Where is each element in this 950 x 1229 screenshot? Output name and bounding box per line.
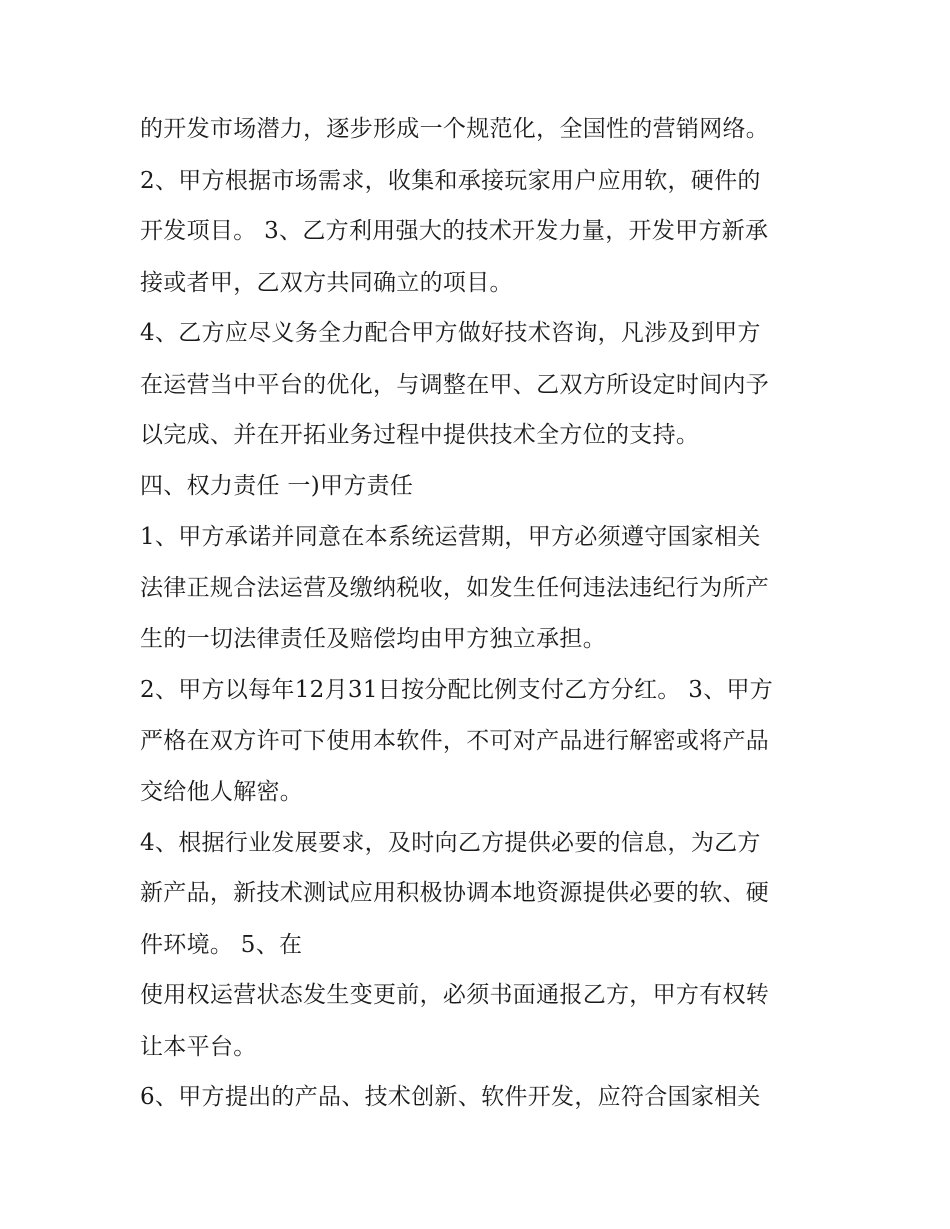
text-line: 4、乙方应尽义务全力配合甲方做好技术咨询，凡涉及到甲方 <box>140 320 761 346</box>
text-line: 开发项目。 3、乙方利用强大的技术开发力量，开发甲方新承 <box>140 218 769 244</box>
text-line: 使用权运营状态发生变更前，必须书面通报乙方，甲方有权转 <box>140 982 770 1008</box>
text-line: 2、甲方根据市场需求，收集和承接玩家用户应用软，硬件的 <box>140 168 761 194</box>
text-line: 交给他人解密。 <box>140 779 304 805</box>
text-line: 生的一切法律责任及赔偿均由甲方独立承担。 <box>140 626 606 652</box>
section-heading: 四、权力责任 一)甲方责任 <box>140 473 414 499</box>
text-line: 新产品，新技术测试应用积极协调本地资源提供必要的软、硬 <box>140 880 770 906</box>
text-line: 6、甲方提出的产品、技术创新、软件开发，应符合国家相关 <box>140 1084 761 1110</box>
text-line: 件环境。 5、在 <box>140 932 303 958</box>
text-line: 法律正规合法运营及缴纳税收，如发生任何违法违纪行为所产 <box>140 575 770 601</box>
text-line: 2、甲方以每年12月31日按分配比例支付乙方分红。 3、甲方 <box>140 677 774 703</box>
text-line: 4、根据行业发展要求，及时向乙方提供必要的信息，为乙方 <box>140 830 761 856</box>
text-line: 的开发市场潜力，逐步形成一个规范化，全国性的营销网络。 <box>140 116 770 142</box>
text-line: 严格在双方许可下使用本软件，不可对产品进行解密或将产品 <box>140 728 770 754</box>
text-line: 让本平台。 <box>140 1034 257 1060</box>
text-line: 在运营当中平台的优化，与调整在甲、乙双方所设定时间内予 <box>140 372 770 398</box>
text-line: 以完成、并在开拓业务过程中提供技术全方位的支持。 <box>140 422 700 448</box>
text-line: 1、甲方承诺并同意在本系统运营期，甲方必须遵守国家相关 <box>140 524 761 550</box>
text-line: 接或者甲，乙双方共同确立的项目。 <box>140 270 513 296</box>
